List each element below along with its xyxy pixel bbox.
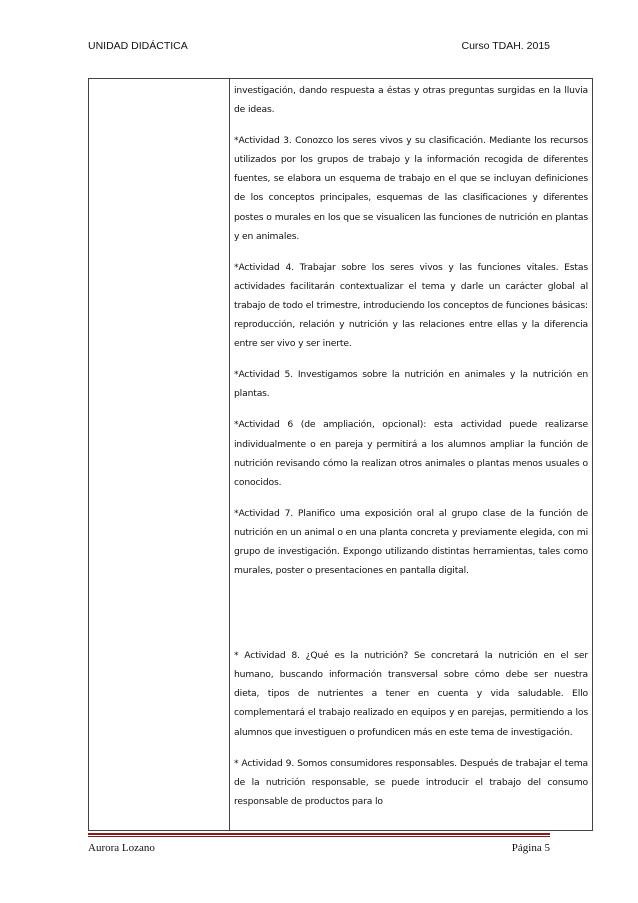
table-left-column — [89, 79, 230, 830]
footer-divider-thin — [88, 836, 550, 837]
content-table — [88, 78, 593, 831]
paragraph-activity-9: * Actividad 9. Somos consumidores responsables. Después de trabajar el tema de la nutrición responsable, se puede introducir el trabajo del consumo responsable de productos para lo — [234, 757, 588, 807]
paragraph-activity-3: *Actividad 3. Conozco los seres vivos y su clasificación. Mediante los recursos utilizados por los grupos de trabajo y la información recogida de diferentes fuentes, se elabora un esquema de trabajo en el que se incluyan definiciones de los conceptos principales, esquemas de las clasificaciones y diferentes postes o murales en los que se visualicen las funciones de nutrición en plantas y en animales. — [234, 135, 588, 242]
paragraph-activity-4: *Actividad 4. Trabajar sobre los seres vivos y las funciones vitales. Estas actividades facilitarán contextualizar el tema y darle un carácter global al trabajo de todo el trimestre, introduciendo los conceptos de funciones básicas: reproducción, relación y nutrición y las relaciones entre ellas y la diferencia entre ser vivo y ser inerte. — [234, 261, 588, 350]
footer-page-number: Página 5 — [511, 842, 550, 854]
paragraph-activity-8: * Actividad 8. ¿Qué es la nutrición? Se concretará la nutrición en el ser humano, buscando información transversal sobre cómo debe ser nuestra dieta, tipos de nutrientes a tener en cuenta y vida saludable. Ello complementará el trabajo realizado en equipos y en parejas, permitiendo a los alumnos que investiguen o profundicen más en este tema de investigación. — [234, 650, 588, 738]
page-footer — [88, 842, 550, 854]
header-course: Curso TDAH. 2015 — [461, 40, 550, 52]
table-right-column — [230, 79, 592, 830]
blank-space — [234, 592, 588, 646]
header-title: UNIDAD DIDÁCTICA — [88, 40, 188, 52]
paragraph-intro: investigación, dando respuesta a éstas y otras preguntas surgidas en la lluvia de ideas. — [234, 85, 588, 116]
footer-divider — [88, 833, 550, 835]
paragraph-activity-7: *Actividad 7. Planifico uma exposición oral al grupo clase de la función de nutrición en un animal o en una planta concreta y previamente elegida, con mi grupo de investigación. Expongo utilizando distintas herramientas, tales como murales, poster o presentaciones en pantalla digital. — [234, 507, 588, 577]
footer-author: Aurora Lozano — [88, 842, 155, 854]
paragraph-activity-6: *Actividad 6 (de ampliación, opcional): esta actividad puede realizarse individualmente o en pareja y permitirá a los alumnos ampliar la función de nutrición revisando cómo la realizan otros animales o plantas menos usuales o conocidos. — [234, 419, 588, 488]
paragraph-activity-5: *Actividad 5. Investigamos sobre la nutrición en animales y la nutrición en plantas. — [234, 369, 588, 400]
page-header — [88, 40, 550, 52]
